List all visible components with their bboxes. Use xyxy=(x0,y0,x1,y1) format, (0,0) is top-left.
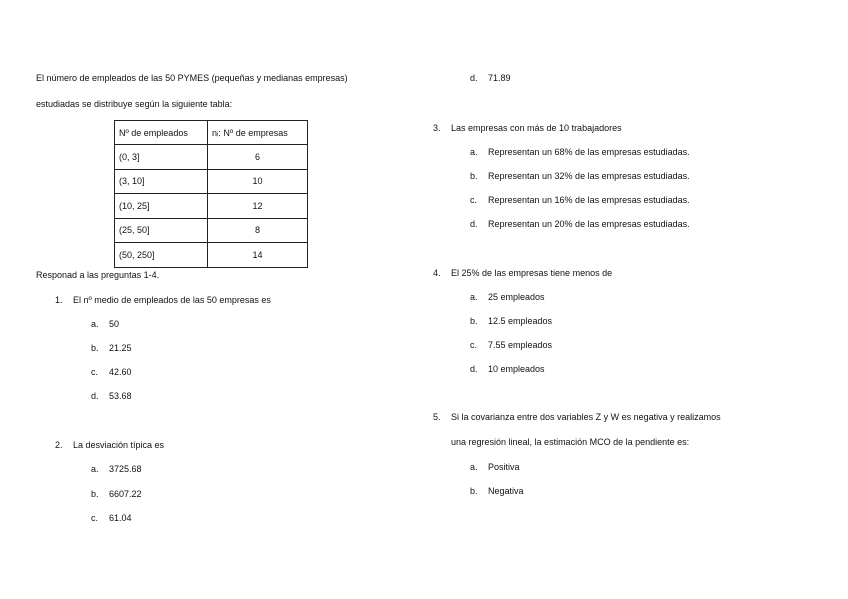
table-row xyxy=(115,218,308,243)
question-text-continued: una regresión lineal, la estimación MCO de la pendiente es: xyxy=(451,437,690,447)
option-letter: b. xyxy=(91,489,99,499)
table-cell: 6 xyxy=(208,145,308,170)
question-text: Si la covarianza entre dos variables Z y W es negativa y realizamos xyxy=(451,412,721,422)
table-row xyxy=(115,243,308,268)
table-cell: (10, 25] xyxy=(115,194,208,219)
option-text: Negativa xyxy=(488,486,524,496)
option-letter: b. xyxy=(470,171,478,181)
employees-table xyxy=(114,120,308,268)
option-text: 21.25 xyxy=(109,343,132,353)
table-cell: (50, 250] xyxy=(115,243,208,268)
option-text: Representan un 68% de las empresas estudiadas. xyxy=(488,147,690,157)
option-letter: a. xyxy=(91,464,99,474)
option-letter: c. xyxy=(91,513,99,523)
option-text: 12.5 empleados xyxy=(488,316,553,326)
option-text: Representan un 32% de las empresas estudiadas. xyxy=(488,171,690,181)
question-number: 1. xyxy=(55,295,63,305)
option-text: 6607.22 xyxy=(109,489,142,499)
option-text: Representan un 20% de las empresas estudiadas. xyxy=(488,219,690,229)
option-letter: c. xyxy=(91,367,99,377)
question-text: La desviación típica es xyxy=(73,440,165,450)
table-cell: 12 xyxy=(208,194,308,219)
option-letter: d. xyxy=(470,73,478,83)
table-cell: 14 xyxy=(208,243,308,268)
option-text: 25 empleados xyxy=(488,292,545,302)
instruction: Responad a las preguntas 1-4. xyxy=(36,270,160,280)
option-text: 42.60 xyxy=(109,367,132,377)
option-letter: a. xyxy=(470,147,478,157)
question-text: Las empresas con más de 10 trabajadores xyxy=(451,123,622,133)
option-text: Positiva xyxy=(488,462,520,472)
table-cell: (0, 3] xyxy=(115,145,208,170)
option-letter: a. xyxy=(470,292,478,302)
intro-line-1: El número de empleados de las 50 PYMES (pequeñas y medianas empresas) xyxy=(36,73,348,83)
question-text: El 25% de las empresas tiene menos de xyxy=(451,268,613,278)
table-row xyxy=(115,194,308,219)
table-cell: (3, 10] xyxy=(115,169,208,194)
option-letter: b. xyxy=(91,343,99,353)
table-row xyxy=(115,145,308,170)
option-text: 7.55 empleados xyxy=(488,340,553,350)
table-cell: 8 xyxy=(208,218,308,243)
table-cell: (25, 50] xyxy=(115,218,208,243)
option-text: 61.04 xyxy=(109,513,132,523)
question-number: 2. xyxy=(55,440,63,450)
option-text: 10 empleados xyxy=(488,364,545,374)
table-cell: 10 xyxy=(208,169,308,194)
table-header-cell: Nº de empleados xyxy=(115,121,208,145)
option-text: 50 xyxy=(109,319,120,329)
intro-line-2: estudiadas se distribuye según la siguiente tabla: xyxy=(36,99,233,109)
question-number: 4. xyxy=(433,268,441,278)
table-header-cell: nᵢ: Nº de empresas xyxy=(208,121,308,145)
question-text: El nº medio de empleados de las 50 empresas es xyxy=(73,295,271,305)
table-header-row xyxy=(115,121,308,145)
table-row xyxy=(115,169,308,194)
option-letter: b. xyxy=(470,316,478,326)
option-text: 3725.68 xyxy=(109,464,142,474)
option-letter: b. xyxy=(470,486,478,496)
option-text: Representan un 16% de las empresas estudiadas. xyxy=(488,195,690,205)
option-letter: a. xyxy=(470,462,478,472)
question-number: 5. xyxy=(433,412,441,422)
option-text: 53.68 xyxy=(109,391,132,401)
option-letter: d. xyxy=(470,219,478,229)
option-letter: c. xyxy=(470,195,478,205)
option-letter: c. xyxy=(470,340,478,350)
option-text: 71.89 xyxy=(488,73,511,83)
question-number: 3. xyxy=(433,123,441,133)
option-letter: d. xyxy=(91,391,99,401)
option-letter: d. xyxy=(470,364,478,374)
option-letter: a. xyxy=(91,319,99,329)
